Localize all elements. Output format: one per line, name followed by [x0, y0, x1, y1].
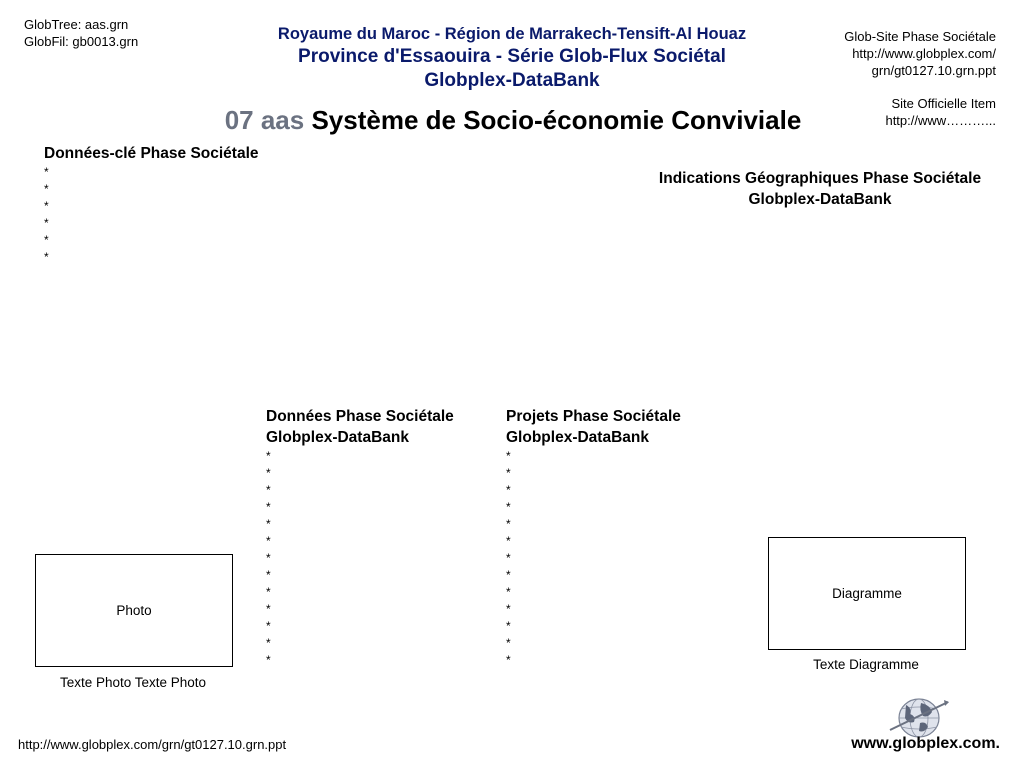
- projects-section-title: Projets Phase Sociétale: [506, 408, 681, 425]
- globsite-label: Glob-Site Phase Sociétale: [844, 29, 996, 44]
- header-right: [844, 28, 996, 79]
- list-item: *: [506, 653, 511, 667]
- databank-title: Globplex-DataBank: [424, 70, 600, 91]
- list-item: *: [266, 483, 271, 497]
- official-site-url[interactable]: http://www………...: [885, 113, 996, 128]
- geo-subtitle: Globplex-DataBank: [748, 191, 892, 208]
- list-item: *: [506, 517, 511, 531]
- list-item: *: [506, 534, 511, 548]
- list-item: *: [506, 636, 511, 650]
- list-item: *: [266, 636, 271, 650]
- list-item: *: [506, 602, 511, 616]
- globsite-url-2[interactable]: grn/gt0127.10.grn.ppt: [871, 63, 996, 78]
- list-item: *: [266, 551, 271, 565]
- list-item: *: [506, 500, 511, 514]
- footer-url[interactable]: http://www.globplex.com/grn/gt0127.10.grn.ppt: [18, 737, 287, 752]
- list-item: *: [506, 466, 511, 480]
- photo-caption: Texte Photo Texte Photo: [59, 675, 207, 690]
- list-item: *: [266, 568, 271, 582]
- list-item: *: [266, 500, 271, 514]
- list-item: *: [266, 449, 271, 463]
- key-data-section: [44, 143, 259, 266]
- list-item: *: [44, 233, 49, 247]
- region-title: Royaume du Maroc - Région de Marrakech-Tensift-Al Houaz: [277, 25, 747, 43]
- diagram-label: Diagramme: [832, 586, 902, 601]
- list-item: *: [266, 517, 271, 531]
- data-section: [266, 406, 454, 669]
- page-title: [100, 103, 926, 137]
- province-title: Province d'Essaouira - Série Glob-Flux Sociétal: [298, 46, 726, 67]
- list-item: *: [44, 250, 49, 264]
- list-item: *: [506, 568, 511, 582]
- list-item: *: [266, 619, 271, 633]
- globsite-url-1[interactable]: http://www.globplex.com/: [852, 46, 996, 61]
- list-item: *: [44, 165, 49, 179]
- list-item: *: [506, 585, 511, 599]
- list-item: *: [266, 534, 271, 548]
- globtree-label: GlobTree: aas.grn: [24, 17, 129, 32]
- globfil-label: GlobFil: gb0013.grn: [24, 34, 139, 49]
- projects-section-subtitle: Globplex-DataBank: [506, 429, 649, 446]
- page-title-text: Système de Socio-économie Conviviale: [311, 105, 802, 135]
- list-item: *: [266, 585, 271, 599]
- header-left: [24, 16, 138, 50]
- diagram-placeholder: [768, 537, 966, 650]
- list-item: *: [44, 216, 49, 230]
- data-section-title: Données Phase Sociétale: [266, 408, 454, 425]
- list-item: *: [266, 653, 271, 667]
- geo-title: Indications Géographiques Phase Sociétale: [658, 170, 982, 187]
- list-item: *: [506, 483, 511, 497]
- geo-section: [580, 168, 1024, 210]
- footer-site-link[interactable]: www.globplex.com.: [851, 735, 1000, 752]
- list-item: *: [506, 551, 511, 565]
- official-site-label: Site Officielle Item: [891, 96, 996, 111]
- title-block: [200, 24, 824, 93]
- photo-label: Photo: [116, 603, 152, 618]
- projects-section: [506, 406, 681, 669]
- list-item: *: [506, 619, 511, 633]
- list-item: *: [266, 466, 271, 480]
- key-data-title: Données-clé Phase Sociétale: [44, 145, 259, 162]
- list-item: *: [266, 602, 271, 616]
- list-item: *: [506, 449, 511, 463]
- list-item: *: [44, 182, 49, 196]
- diagram-caption: Texte Diagramme: [813, 657, 919, 672]
- photo-placeholder: [35, 554, 233, 667]
- data-section-subtitle: Globplex-DataBank: [266, 429, 409, 446]
- globe-icon: [888, 696, 950, 740]
- page-title-number: 07 aas: [224, 105, 305, 135]
- list-item: *: [44, 199, 49, 213]
